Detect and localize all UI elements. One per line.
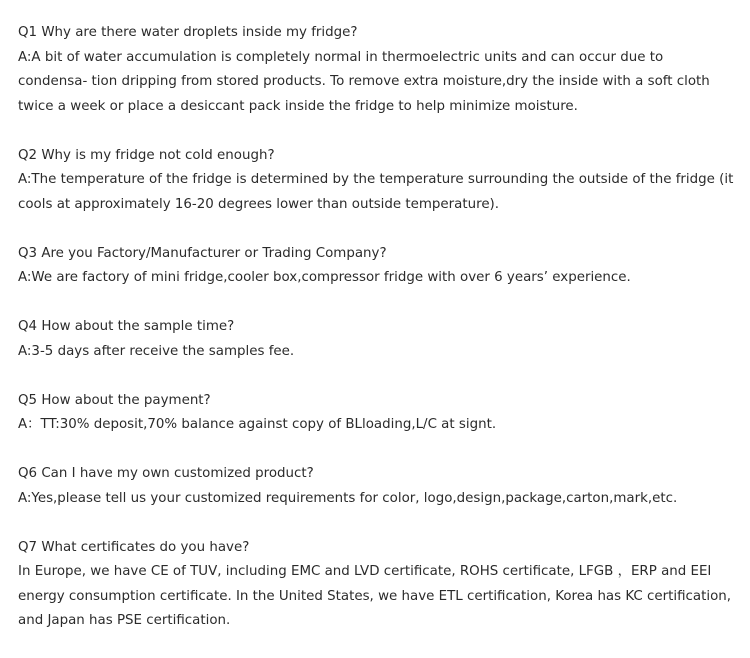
faq-answer: A:The temperature of the fridge is determined by the temperature surrounding the outside of the fridge (it cools at approximately 16-20 degrees lower than outside temperature).	[18, 172, 734, 212]
faq-answer: In Europe, we have CE of TUV, including EMC and LVD certificate, ROHS certificate, LFGB ，ERP and EEI energy consumption certificate. In the United States, we have ETL certification, Korea has KC certification, and Japan has PSE certification.	[18, 564, 732, 628]
faq-item-q5	[18, 389, 734, 438]
faq-question: Q4 How about the sample time?	[18, 319, 235, 334]
faq-question: Q3 Are you Factory/Manufacturer or Trading Company?	[18, 245, 387, 261]
faq-answer: A:A bit of water accumulation is completely normal in thermoelectric units and can occur due to condensa- tion dripping from stored products. To remove extra moisture,dry the inside with a soft cloth twice a week or place a desiccant pack inside the fridge to help minimize moisture.	[18, 49, 710, 114]
faq-answer: A:We are factory of mini fridge,cooler box,compressor fridge with over 6 years’ experience.	[18, 270, 631, 285]
faq-answer: A：TT:30% deposit,70% balance against copy of BLloading,L/C at signt.	[18, 417, 497, 432]
faq-item-q3	[18, 242, 734, 291]
faq-question: Q5 How about the payment?	[18, 392, 211, 408]
faq-question: Q2 Why is my fridge not cold enough?	[18, 147, 275, 163]
faq-item-q6	[18, 462, 734, 511]
faq-question: Q1 Why are there water droplets inside my fridge?	[18, 25, 358, 40]
faq-item-q7	[18, 536, 734, 634]
faq-item-q2	[18, 144, 734, 218]
faq-item-q4	[18, 315, 734, 364]
faq-question: Q6 Can I have my own customized product?	[18, 466, 314, 481]
faq-list	[18, 21, 734, 658]
faq-answer: A:Yes,please tell us your customized requirements for color, logo,design,package,carton,mark,etc.	[18, 490, 678, 506]
faq-answer: A:3-5 days after receive the samples fee.	[18, 343, 295, 359]
faq-question: Q7 What certificates do you have?	[18, 539, 250, 555]
faq-item-q1	[18, 21, 734, 119]
